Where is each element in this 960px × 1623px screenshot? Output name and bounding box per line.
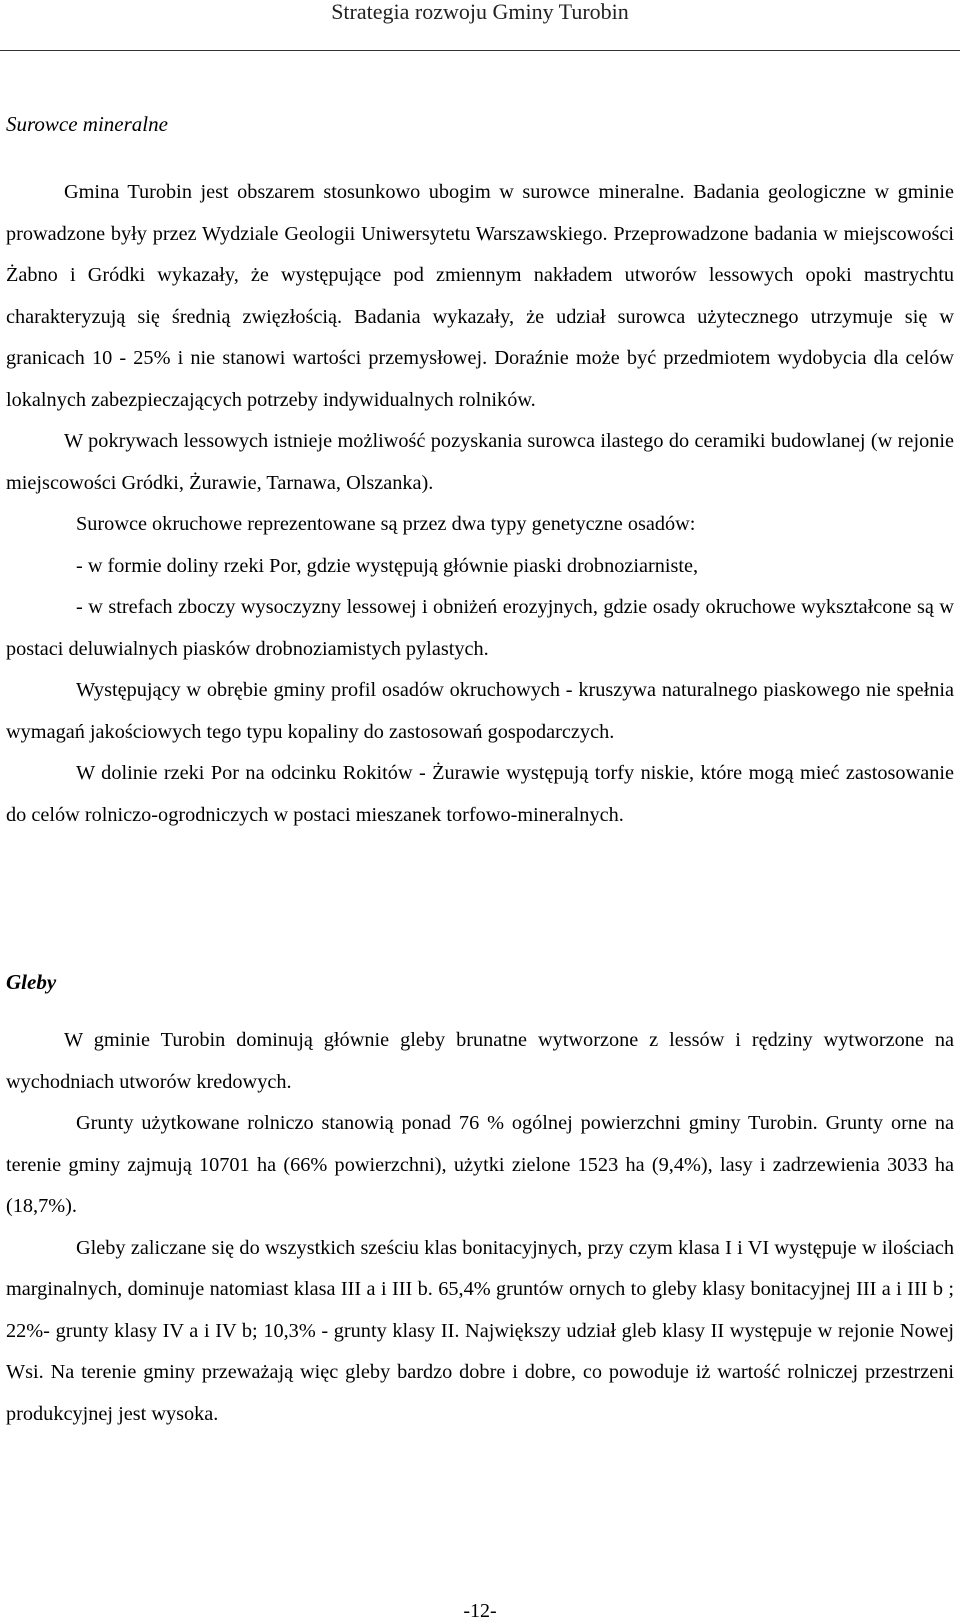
running-header: Strategia rozwoju Gminy Turobin [331,0,629,24]
section-heading-surowce: Surowce mineralne [6,112,168,136]
list-item: - w formie doliny rzeki Por, gdzie występują głównie piaski drobnoziarniste, [76,554,699,577]
section-body-surowce [6,172,954,836]
paragraph: Surowce okruchowe reprezentowane są przez dwa typy genetyczne osadów: [76,513,696,535]
paragraph: W pokrywach lessowych istnieje możliwość pozyskania surowca ilastego do ceramiki budowlanej (w rejonie miejscowości Gródki, Żurawie, Tarnawa, Olszanka). [6,430,954,494]
paragraph: W gminie Turobin dominują głównie gleby brunatne wytworzone z lessów i rędziny wytworzone na wychodniach utworów kredowych. [6,1029,954,1093]
header-rule [0,50,960,51]
paragraph: W dolinie rzeki Por na odcinku Rokitów - Żurawie występują torfy niskie, które mogą mieć zastosowanie do celów rolniczo-ogrodniczych w postaci mieszanek torfowo-mineralnych. [6,762,954,826]
paragraph: Występujący w obrębie gminy profil osadów okruchowych - kruszywa naturalnego piaskowego nie spełnia wymagań jakościowych tego typu kopaliny do zastosowań gospodarczych. [6,679,954,743]
page-number: -12- [463,1600,497,1622]
list-item: - w strefach zboczy wysoczyzny lessowej i obniżeń erozyjnych, gdzie osady okruchowe wykształcone są w postaci deluwialnych piasków drobnoziamistych pylastych. [6,596,954,660]
paragraph: Gmina Turobin jest obszarem stosunkowo ubogim w surowce mineralne. Badania geologiczne w gminie prowadzone były przez Wydziale Geologii Uniwersytetu Warszawskiego. Przeprowadzone badania w miejscowości Żabno i Gródki wykazały, że występujące pod zmiennym nakładem utworów lessowych opoki mastrychtu charakteryzują się średnią zwięzłością. Badania wykazały, że udział surowca użytecznego utrzymuje się w granicach 10 - 25% i nie stanowi wartości przemysłowej. Doraźnie może być przedmiotem wydobycia dla celów lokalnych zabezpieczających potrzeby indywidualnych rolników. [6,181,954,411]
paragraph: Grunty użytkowane rolniczo stanowią ponad 76 % ogólnej powierzchni gminy Turobin. Grunty orne na terenie gminy zajmują 10701 ha (66% powierzchni), użytki zielone 1523 ha (9,4%), lasy i zadrzewienia 3033 ha (18,7%). [6,1112,954,1217]
paragraph: Gleby zaliczane się do wszystkich sześciu klas bonitacyjnych, przy czym klasa I i VI występuje w ilościach marginalnych, dominuje natomiast klasa III a i III b. 65,4% gruntów ornych to gleby klasy bonitacyjnej III a i III b ; 22%- grunty klasy IV a i IV b; 10,3% - grunty klasy II. Największy udział gleb klasy II występuje w rejonie Nowej Wsi. Na terenie gminy przeważają więc gleby bardzo dobre i dobre, co powoduje iż wartość rolniczej przestrzeni produkcyjnej jest wysoka. [6,1236,954,1425]
section-body-gleby [6,1020,954,1435]
section-heading-gleby: Gleby [6,970,57,994]
